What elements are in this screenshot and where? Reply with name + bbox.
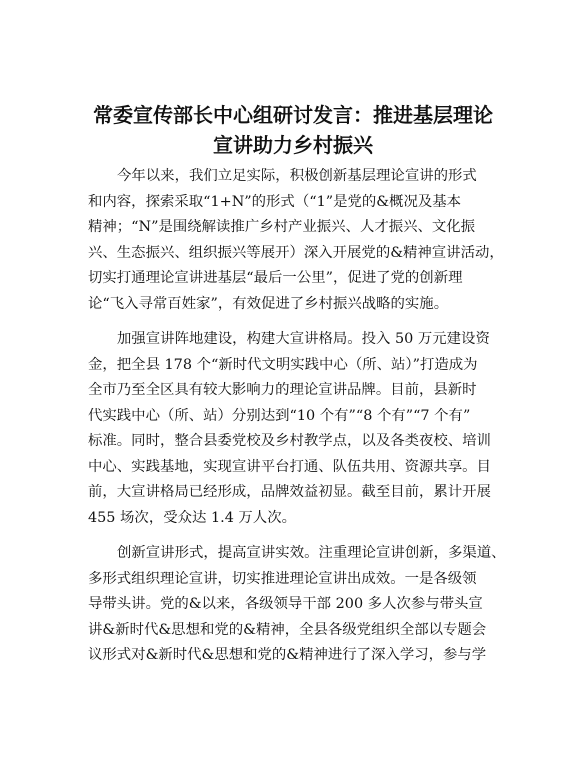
text-line: 今年以来，我们立足实际，积极创新基层理论宣讲的形式 [117, 168, 477, 184]
text-line: 导带头讲。党的&以来，各级领导干部 200 多人次参与带头宣 [88, 596, 483, 612]
text-line: 多形式组织理论宣讲，切实推进理论宣讲出成效。一是各级领 [88, 570, 477, 587]
paragraph-1 [88, 164, 502, 317]
title-line: 宣讲助力乡村振兴 [213, 133, 373, 157]
text-line: 切实打通理论宣讲进基层“最后一公里”，促进了党的创新理 [88, 270, 463, 286]
text-line: 精神；“N”是围绕解读推广乡村产业振兴、人才振兴、文化振 [88, 219, 476, 235]
text-line: 加强宣讲阵地建设，构建大宣讲格局。投入 50 万元建设资 [117, 331, 490, 347]
paragraph-3 [88, 541, 506, 669]
text-line: 议形式对&新时代&思想和党的&精神进行了深入学习，参与学 [88, 647, 487, 663]
text-line: 和内容，探索采取“1+N”的形式（“1”是党的&概况及基本 [88, 193, 462, 210]
text-line: 前，大宣讲格局已经形成，品牌效益初显。截至目前，累计开展 [88, 484, 491, 500]
text-line: 讲&新时代&思想和党的&精神，全县各级党组织全部以专题会 [88, 621, 487, 638]
text-line: 金，把全县 178 个“新时代文明实践中心（所、站）”打造成为 [88, 356, 478, 373]
text-line: 455 场次，受众达 1.4 万人次。 [88, 509, 296, 526]
text-line: 代实践中心（所、站）分别达到“10 个有”“8 个有”“7 个有” [88, 407, 471, 424]
text-line: 创新宣讲形式，提高宣讲实效。注重理论宣讲创新，多渠道、 [117, 545, 506, 561]
document-title [70, 100, 516, 160]
text-line: 标准。同时，整合县委党校及乡村教学点，以及各类夜校、培训 [88, 433, 491, 449]
text-line: 兴、生态振兴、组织振兴等展开）深入开展党的&精神宣讲活动， [88, 244, 504, 261]
text-line: 全市乃至全区具有较大影响力的理论宣讲品牌。目前，县新时 [88, 382, 477, 398]
paragraph-2 [88, 327, 502, 531]
title-line: 常委宣传部长中心组研讨发言：推进基层理论 [93, 103, 493, 127]
text-line: 论“飞入寻常百姓家”，有效促进了乡村振兴战略的实施。 [88, 295, 449, 312]
text-line: 中心、实践基地，实现宣讲平台打通、队伍共用、资源共享。目 [88, 458, 491, 475]
document-body [88, 164, 506, 679]
